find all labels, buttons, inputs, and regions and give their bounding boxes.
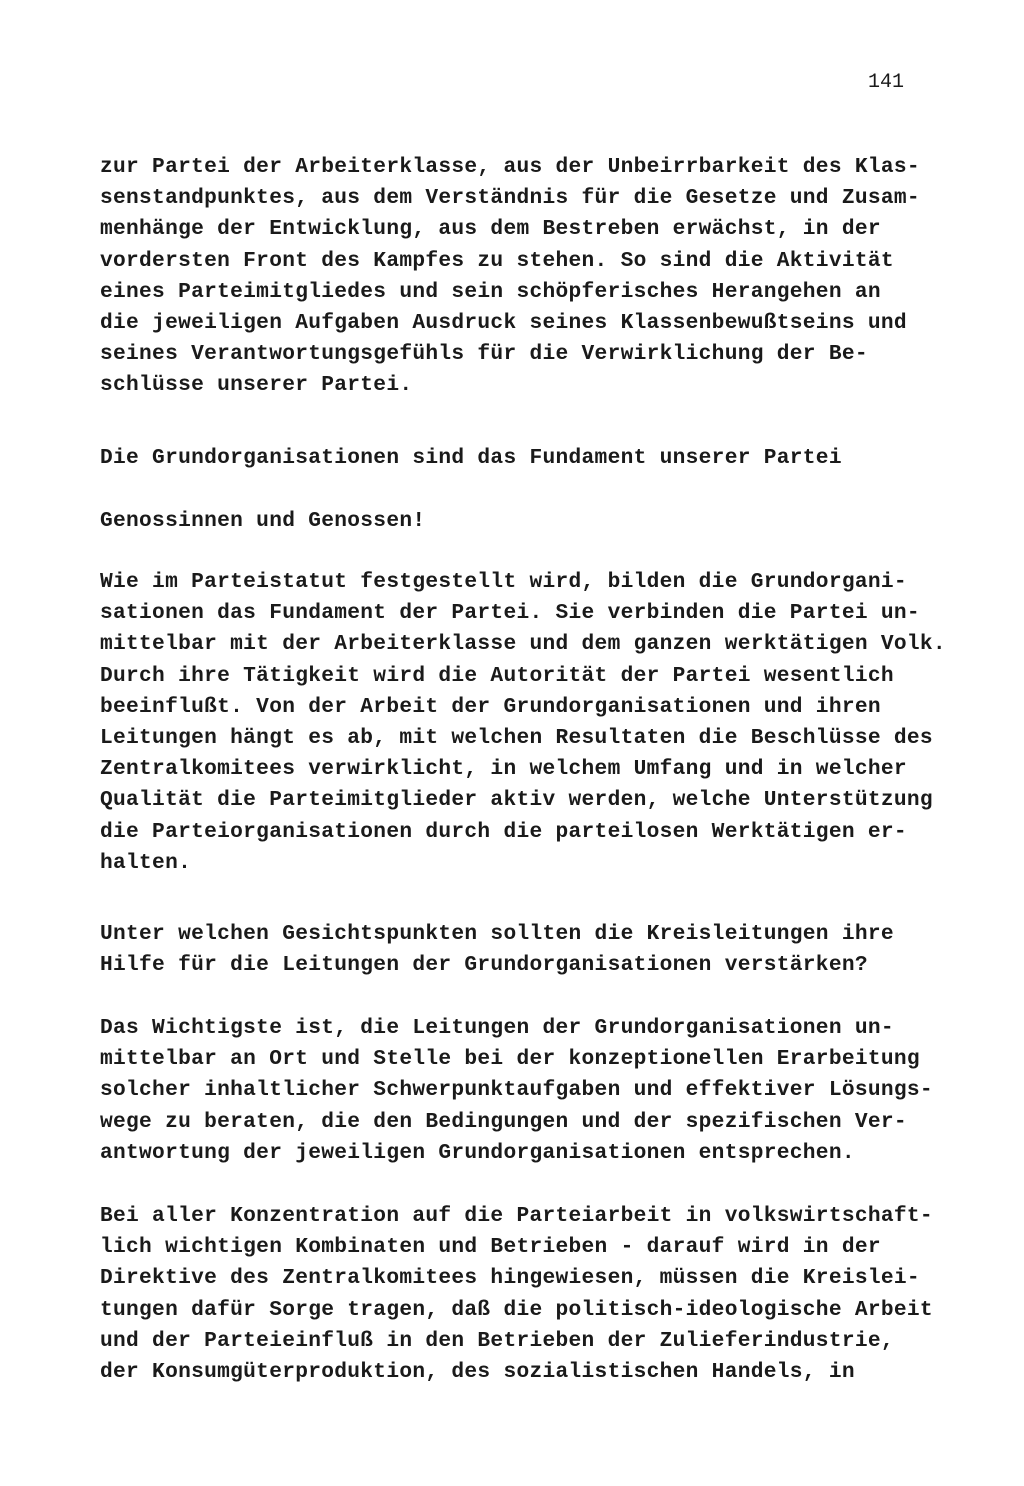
text-line: sationen das Fundament der Partei. Sie verbinden die Partei un- xyxy=(100,601,920,626)
text-line: eines Parteimitgliedes und sein schöpferisches Herangehen an xyxy=(100,279,881,304)
text-line: Das Wichtigste ist, die Leitungen der Grundorganisationen un- xyxy=(100,1016,894,1040)
text-line: Die Grundorganisationen sind das Fundament unserer Partei xyxy=(100,446,842,470)
text-line: vordersten Front des Kampfes zu stehen. So sind die Aktivität xyxy=(100,248,894,273)
text-line: Durch ihre Tätigkeit wird die Autorität der Partei wesentlich xyxy=(100,663,894,688)
text-line: wege zu beraten, die den Bedingungen und der spezifischen Ver- xyxy=(100,1109,907,1134)
text-line: menhänge der Entwicklung, aus dem Bestreben erwächst, in der xyxy=(100,217,881,242)
text-line: Leitungen hängt es ab, mit welchen Resultaten die Beschlüsse des xyxy=(100,725,933,750)
paragraph-2 xyxy=(100,567,946,879)
text-line: Genossinnen und Genossen! xyxy=(100,509,426,533)
text-line: und der Parteieinfluß in den Betrieben der Zulieferindustrie, xyxy=(100,1328,894,1353)
text-line: seines Verantwortungsgefühls für die Verwirklichung der Be- xyxy=(100,342,868,367)
text-line: die jeweiligen Aufgaben Ausdruck seines Klassenbewußtseins und xyxy=(100,310,907,335)
text-line: mittelbar mit der Arbeiterklasse und dem ganzen werktätigen Volk. xyxy=(100,632,946,657)
text-line: die Parteiorganisationen durch die parteilosen Werktätigen er- xyxy=(100,819,907,844)
text-line: Direktive des Zentralkomitees hingewiesen, müssen die Kreislei- xyxy=(100,1266,920,1291)
text-line: Unter welchen Gesichtspunkten sollten die Kreisleitungen ihre xyxy=(100,922,894,946)
text-line: Qualität die Parteimitglieder aktiv werden, welche Unterstützung xyxy=(100,788,933,813)
paragraph-3 xyxy=(100,919,894,981)
text-line: zur Partei der Arbeiterklasse, aus der Unbeirrbarkeit des Klas- xyxy=(100,155,920,179)
text-line: schlüsse unserer Partei. xyxy=(100,373,413,398)
text-line: der Konsumgüterproduktion, des sozialistischen Handels, in xyxy=(100,1359,855,1384)
text-line: Zentralkomitees verwirklicht, in welchem Umfang und in welcher xyxy=(100,757,907,782)
text-line: Wie im Parteistatut festgestellt wird, bilden die Grundorgani- xyxy=(100,570,907,594)
text-line: beeinflußt. Von der Arbeit der Grundorganisationen und ihren xyxy=(100,694,881,719)
paragraph-4 xyxy=(100,1013,933,1169)
text-line: Bei aller Konzentration auf die Parteiarbeit in volkswirtschaft- xyxy=(100,1204,933,1228)
section-heading xyxy=(100,443,842,474)
salutation xyxy=(100,506,425,537)
text-line: Hilfe für die Leitungen der Grundorganisationen verstärken? xyxy=(100,953,868,978)
text-line: tungen dafür Sorge tragen, daß die politisch-ideologische Arbeit xyxy=(100,1297,933,1322)
paragraph-5 xyxy=(100,1201,933,1388)
text-line: antwortung der jeweiligen Grundorganisationen entsprechen. xyxy=(100,1140,855,1165)
text-line: halten. xyxy=(100,850,192,875)
text-line: solcher inhaltlicher Schwerpunktaufgaben und effektiver Lösungs- xyxy=(100,1078,933,1103)
text-line: senstandpunktes, aus dem Verständnis für die Gesetze und Zusam- xyxy=(100,186,920,211)
text-line: mittelbar an Ort und Stelle bei der konzeptionellen Erarbeitung xyxy=(100,1047,920,1072)
page-number: 141 xyxy=(868,71,905,94)
text-line: lich wichtigen Kombinaten und Betrieben - darauf wird in der xyxy=(100,1235,881,1260)
paragraph-1 xyxy=(100,152,920,402)
